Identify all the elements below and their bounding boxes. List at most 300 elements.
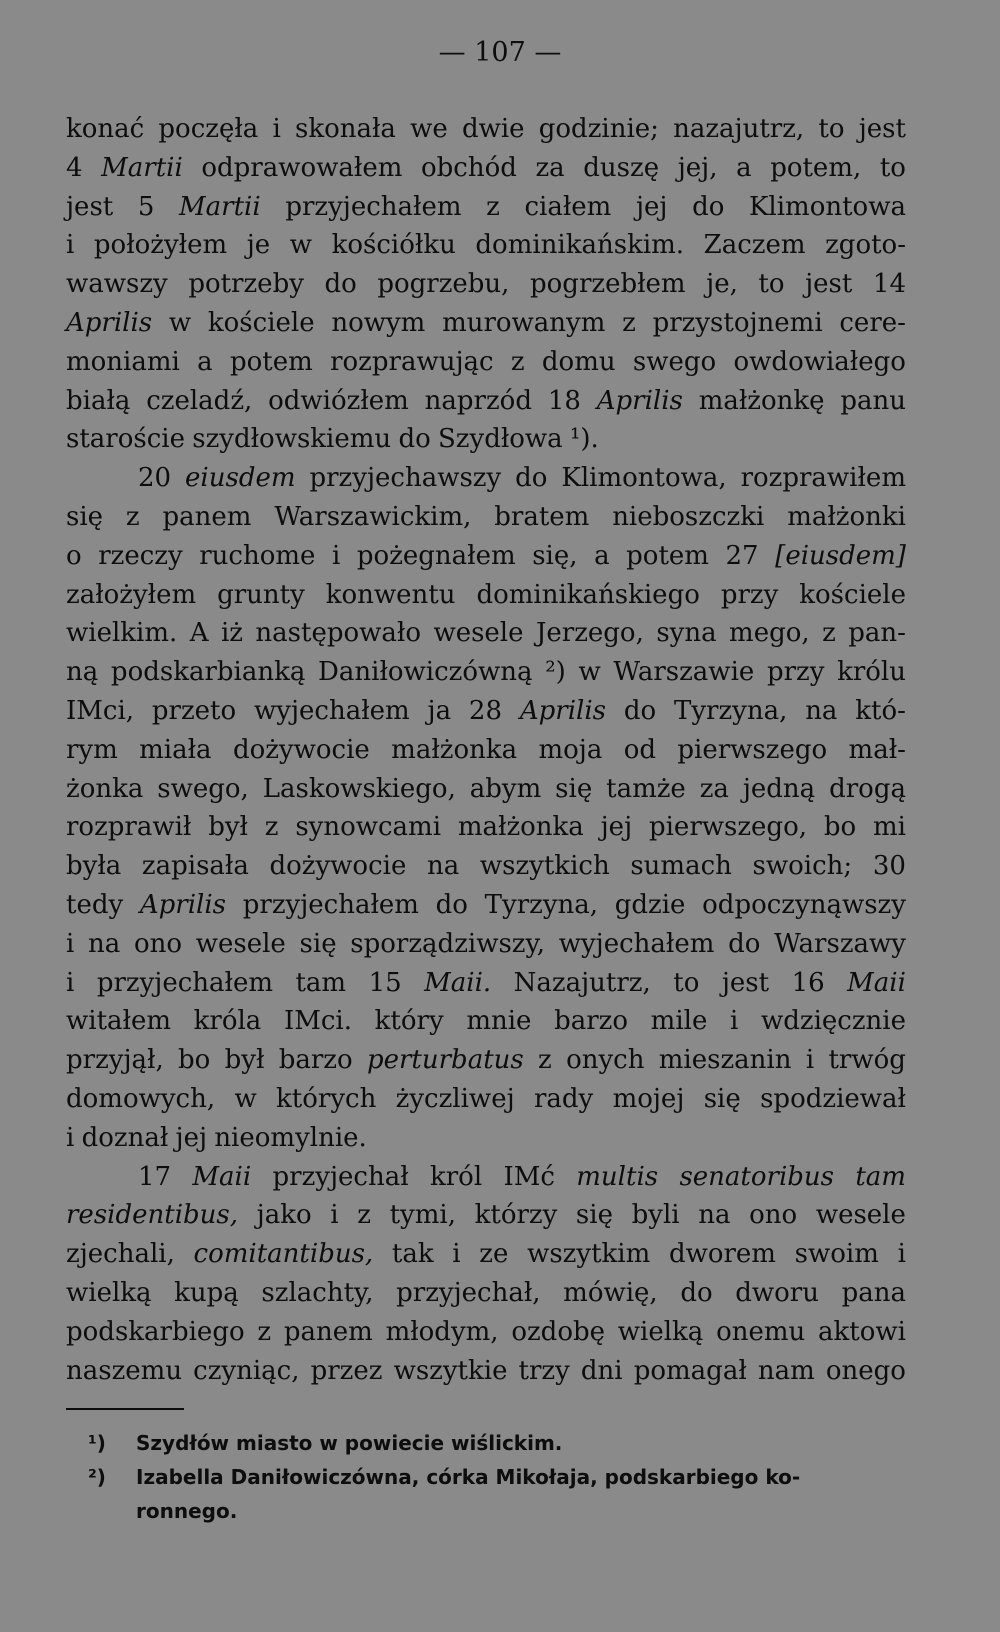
word: staroście — [66, 424, 185, 455]
word: z — [822, 618, 836, 649]
footnote-line: Szydłów miasto w powiecie wiślickim. — [136, 1431, 563, 1455]
word: do — [623, 695, 657, 726]
word: nazajutrz, — [673, 114, 805, 144]
word: małżonka — [457, 812, 584, 843]
word: do — [680, 1277, 713, 1308]
word: przyjechawszy — [309, 463, 502, 494]
page-number: — 107 — — [438, 37, 562, 68]
word: wyjechałem — [254, 695, 410, 726]
word: wesele — [815, 1200, 906, 1231]
text-line — [66, 1002, 906, 1041]
word: był — [208, 812, 248, 843]
word: zjechali, — [66, 1239, 175, 1270]
word: kupą — [174, 1277, 239, 1308]
word: się — [575, 1200, 613, 1231]
word: z — [125, 501, 140, 532]
word: jako — [256, 1200, 312, 1231]
word: wdzięcznie — [760, 1006, 906, 1037]
word: młodym, — [385, 1316, 499, 1347]
word: tam — [295, 967, 347, 998]
text-line — [66, 653, 906, 692]
word: moniami — [66, 346, 180, 377]
word: onych — [566, 1045, 645, 1076]
word: wielkim. — [66, 618, 178, 649]
word: Laskowskiego, — [262, 773, 456, 804]
word: przyjechałem — [285, 191, 462, 222]
word: przy — [766, 657, 825, 688]
word: jest — [805, 269, 853, 300]
word: wyjechałem — [558, 928, 715, 959]
word: dominikańskim. — [475, 230, 685, 261]
word: potem, — [770, 152, 862, 183]
word: sumach — [630, 851, 732, 882]
word: multis — [576, 1161, 659, 1192]
text-line — [66, 1041, 906, 1080]
word: rady — [533, 1083, 594, 1114]
word: wesele — [433, 618, 524, 649]
text-line — [66, 847, 906, 886]
word: IMci, — [66, 695, 135, 726]
word: 17 — [138, 1161, 172, 1192]
word: przez — [310, 1355, 383, 1386]
word: do — [398, 424, 431, 455]
word: Aprilis — [519, 695, 606, 726]
word: z — [257, 1316, 272, 1347]
word: jej — [635, 191, 668, 222]
text-line — [66, 692, 906, 731]
word: przy — [720, 579, 779, 610]
word: murowanym — [442, 307, 606, 338]
word: wielką — [66, 1277, 152, 1308]
text-line — [66, 382, 906, 421]
word: wesele — [195, 928, 286, 959]
word: Maii — [192, 1161, 252, 1192]
text-line — [66, 808, 906, 847]
word: odwiózłem — [268, 385, 409, 416]
word: szydłowskiemu — [192, 424, 392, 455]
word: się — [299, 928, 337, 959]
word: 18 — [547, 385, 581, 416]
text-line — [66, 110, 906, 149]
word: ze — [479, 1239, 509, 1270]
word: syna — [656, 618, 717, 649]
word: doznał — [81, 1122, 169, 1153]
word: konwentu — [325, 579, 456, 610]
word: ruchome — [199, 540, 316, 571]
word: panem — [162, 501, 252, 532]
word: gdzie — [614, 889, 686, 920]
word: i — [66, 1122, 75, 1153]
word: w — [578, 657, 601, 688]
word: i — [730, 1006, 739, 1037]
word: do — [728, 928, 761, 959]
word: panem — [283, 1316, 373, 1347]
word: dominikańskiego — [476, 579, 700, 610]
word: do — [692, 191, 725, 222]
word: króla — [193, 1006, 262, 1037]
footnote-text — [136, 1426, 906, 1460]
word: Jerzego, — [535, 618, 644, 649]
word: tak — [391, 1239, 434, 1270]
word: wszytkich — [479, 851, 610, 882]
word: spodziewał — [760, 1083, 906, 1114]
word: onego — [825, 1355, 906, 1386]
word: senatoribus — [679, 1161, 834, 1192]
text-line — [66, 304, 906, 343]
word: obchód — [420, 152, 517, 183]
word: małżonka — [391, 734, 518, 765]
word: mego, — [729, 618, 810, 649]
word: z — [622, 307, 636, 338]
text-line — [66, 1235, 906, 1274]
word: naprzód — [424, 385, 532, 416]
word: bo — [823, 812, 857, 843]
text-line — [66, 265, 906, 304]
word: Warszawickim, — [274, 501, 472, 532]
word: następowało — [255, 618, 421, 649]
word: w — [289, 230, 313, 261]
word: na — [88, 928, 121, 959]
text-line — [66, 886, 906, 925]
word: odprawowałem — [201, 152, 403, 183]
word: bo — [178, 1045, 211, 1076]
word: dworem — [668, 1239, 776, 1270]
word: je — [246, 230, 271, 261]
word: był — [224, 1045, 265, 1076]
word: się — [703, 1083, 741, 1114]
text-line — [66, 964, 906, 1003]
word: mówię, — [563, 1277, 658, 1308]
word: się — [555, 773, 593, 804]
word: i — [66, 928, 75, 959]
word: perturbatus — [366, 1045, 524, 1076]
word: jest — [66, 191, 114, 222]
word: kościele — [799, 579, 906, 610]
text-line — [66, 576, 906, 615]
word: to — [758, 269, 785, 300]
word: tam — [855, 1161, 906, 1192]
word: Nazajutrz, — [513, 967, 651, 998]
word: odpoczynąwszy — [702, 889, 906, 920]
word: zgoto- — [825, 230, 906, 261]
word: przyjął, — [66, 1045, 164, 1076]
word: synowcami — [295, 812, 442, 843]
word: domowych, — [66, 1083, 216, 1114]
word: swoim — [794, 1239, 879, 1270]
word: je, — [706, 269, 738, 300]
word: Warszawie — [613, 657, 755, 688]
text-line — [66, 343, 906, 382]
text-line — [66, 188, 906, 227]
word: cere- — [839, 307, 906, 338]
word: białą — [66, 385, 131, 416]
word: ¹). — [569, 424, 599, 455]
word: przyjechał — [272, 1161, 409, 1192]
word: dni — [580, 1355, 623, 1386]
word: Klimontowa — [749, 191, 906, 222]
footnote-mark: ¹) — [88, 1431, 106, 1455]
word: swoich; — [752, 851, 853, 882]
word: naszemu — [66, 1355, 183, 1386]
word: A — [189, 618, 209, 649]
word: 30 — [872, 851, 906, 882]
word: na — [805, 695, 838, 726]
word: mnie — [466, 1006, 532, 1037]
word: i — [330, 1200, 339, 1231]
word: który — [374, 1006, 444, 1037]
word: król — [430, 1161, 483, 1192]
word: żonka — [66, 773, 144, 804]
word: przyjechał, — [396, 1277, 541, 1308]
word: zapisała — [141, 851, 249, 882]
word: potem — [229, 346, 313, 377]
word: barzo — [554, 1006, 629, 1037]
word: przyjechałem — [242, 889, 419, 920]
word: założyłem — [66, 579, 197, 610]
word: jej — [600, 812, 633, 843]
word: moja — [538, 734, 603, 765]
word: potrzeby — [188, 269, 304, 300]
word: domu — [541, 346, 616, 377]
word: z — [510, 346, 525, 377]
word: o — [66, 540, 82, 571]
word: witałem — [66, 1006, 171, 1037]
word: czeladź, — [146, 385, 253, 416]
text-line — [66, 1313, 906, 1352]
word: 16 — [791, 967, 825, 998]
text-line — [66, 1158, 906, 1197]
word: tedy — [66, 889, 124, 920]
word: Daniłowiczówną — [318, 657, 533, 688]
footnote-line: ronnego. — [136, 1499, 238, 1523]
word: IMci. — [283, 1006, 353, 1037]
word: tymi, — [389, 1200, 456, 1231]
word: do — [515, 463, 548, 494]
word: Tyrzyna, — [673, 695, 788, 726]
word: jest — [721, 967, 770, 998]
word: Maii. — [424, 967, 492, 998]
word: którzy — [474, 1200, 558, 1231]
word: była — [66, 851, 122, 882]
word: z — [357, 1200, 371, 1231]
word: do — [324, 269, 357, 300]
word: Martii — [179, 191, 261, 222]
word: rozprawując — [330, 346, 494, 377]
word: podskarbianką — [110, 657, 306, 688]
word: pogrzebu, — [377, 269, 510, 300]
word: nieboszczki — [612, 501, 765, 532]
word: iż — [220, 618, 243, 649]
footnote-text — [136, 1460, 906, 1528]
word: życzliwej — [395, 1083, 515, 1114]
word: comitantibus, — [193, 1239, 374, 1270]
word: przystojnemi — [652, 307, 823, 338]
footnotes — [88, 1426, 906, 1528]
word: potem — [626, 540, 709, 571]
word: panu — [840, 385, 906, 416]
word: w — [168, 307, 192, 338]
word: 15 — [368, 967, 402, 998]
word: mieszanin — [658, 1045, 792, 1076]
footnote — [88, 1426, 906, 1460]
text-line — [66, 1080, 906, 1119]
word: za — [699, 773, 729, 804]
word: a — [594, 540, 610, 571]
word: i — [805, 1045, 815, 1076]
text-line — [66, 770, 906, 809]
word: i — [897, 1239, 906, 1270]
word: trwóg — [828, 1045, 906, 1076]
word: byli — [631, 1200, 680, 1231]
text-line — [66, 1119, 906, 1158]
word: duszę — [583, 152, 660, 183]
word: Zaczem — [703, 230, 806, 261]
word: w — [234, 1083, 257, 1114]
text-line — [66, 149, 906, 188]
word: barzo — [278, 1045, 353, 1076]
word: dwie — [461, 114, 525, 144]
text-line — [66, 226, 906, 265]
word: trzy — [518, 1355, 570, 1386]
word: rozprawiłem — [740, 463, 906, 494]
word: wielką — [617, 1316, 704, 1347]
word: sporządziwszy, — [350, 928, 546, 959]
word: Tyrzyna, — [484, 889, 599, 920]
word: do — [435, 889, 468, 920]
word: jest — [858, 114, 906, 144]
word: tamże — [606, 773, 686, 804]
word: pan- — [848, 618, 906, 649]
text-line — [66, 925, 906, 964]
word: pierwszego, — [648, 812, 807, 843]
word: rym — [66, 734, 118, 765]
word: ono — [749, 1200, 798, 1231]
word: owdowiałego — [733, 346, 906, 377]
word: których — [276, 1083, 377, 1114]
text-line — [66, 459, 906, 498]
word: rozprawił — [66, 812, 192, 843]
word: rzeczy — [98, 540, 183, 571]
word: podskarbiego — [66, 1316, 245, 1347]
word: ²) — [545, 657, 566, 688]
word: i — [332, 540, 341, 571]
word: 28 — [468, 695, 503, 726]
word: a — [197, 346, 213, 377]
word: któ- — [855, 695, 906, 726]
footnote-mark: ²) — [88, 1465, 106, 1489]
word: za — [535, 152, 565, 183]
footnote — [88, 1460, 906, 1528]
word: Warszawy — [774, 928, 906, 959]
footnote-rule — [66, 1408, 184, 1410]
word: swego, — [157, 773, 249, 804]
word: z — [264, 812, 279, 843]
word: szlachty, — [261, 1277, 374, 1308]
word: i — [66, 230, 75, 261]
word: godzinie; — [538, 114, 659, 144]
word: eiusdem — [185, 463, 296, 494]
word: się — [66, 501, 104, 532]
word: ciałem — [524, 191, 612, 222]
word: jej — [175, 1122, 208, 1153]
word: ja — [427, 695, 452, 726]
word: pierwszego — [677, 734, 828, 765]
word: grunty — [217, 579, 305, 610]
word: konać — [66, 114, 145, 144]
word: i — [272, 114, 281, 144]
word: Aprilis — [596, 385, 683, 416]
word: dworu — [735, 1277, 819, 1308]
text-line — [66, 1274, 906, 1313]
word: Aprilis — [139, 889, 227, 920]
word: to — [879, 152, 906, 183]
word: residentibus, — [66, 1200, 239, 1231]
word: położyłem — [93, 230, 228, 261]
word: Klimontowa, — [561, 463, 727, 494]
word: mał- — [848, 734, 906, 765]
word: ono — [133, 928, 183, 959]
word: skonała — [294, 114, 396, 144]
word: i — [452, 1239, 461, 1270]
word: przyjechałem — [96, 967, 273, 998]
word: małżonki — [787, 501, 906, 532]
word: od — [623, 734, 657, 765]
word: wszytkie — [393, 1355, 508, 1386]
word: 14 — [872, 269, 906, 300]
word: czyniąc, — [193, 1355, 300, 1386]
text-line — [66, 1352, 906, 1391]
word: ozdobę — [511, 1316, 606, 1347]
word: i — [66, 967, 75, 998]
word: to — [673, 967, 700, 998]
word: jedną — [742, 773, 816, 804]
text-line — [66, 420, 906, 459]
word: 27 — [725, 540, 759, 571]
text-line — [66, 731, 906, 770]
word: wszytkim — [527, 1239, 651, 1270]
word: 20 — [138, 463, 172, 494]
word: aktowi — [818, 1316, 906, 1347]
word: z — [486, 191, 500, 222]
word: pożegnałem — [356, 540, 516, 571]
word: pomagał — [633, 1355, 747, 1386]
word: dożywocie — [232, 734, 370, 765]
word: pana — [841, 1277, 906, 1308]
word: kościele — [207, 307, 315, 338]
word: we — [410, 114, 448, 144]
word: pogrzebłem — [530, 269, 686, 300]
word: bratem — [494, 501, 590, 532]
word: mi — [872, 812, 906, 843]
word: mojej — [612, 1083, 685, 1114]
word: dożywocie — [269, 851, 407, 882]
word: ną — [66, 657, 99, 688]
word: kościółku — [331, 230, 456, 261]
word: przeto — [151, 695, 237, 726]
text-line — [66, 614, 906, 653]
text-line — [66, 537, 906, 576]
word: na — [698, 1200, 731, 1231]
word: swego — [632, 346, 717, 377]
main-text — [66, 110, 906, 1390]
word: wawszy — [66, 269, 168, 300]
word: IMć — [503, 1161, 555, 1192]
footnote-line: Izabella Daniłowiczówna, córka Mikołaja, podskarbiego ko- — [136, 1465, 801, 1489]
text-line — [66, 498, 906, 537]
word: drogą — [829, 773, 906, 804]
word: miała — [139, 734, 212, 765]
word: a — [736, 152, 752, 183]
